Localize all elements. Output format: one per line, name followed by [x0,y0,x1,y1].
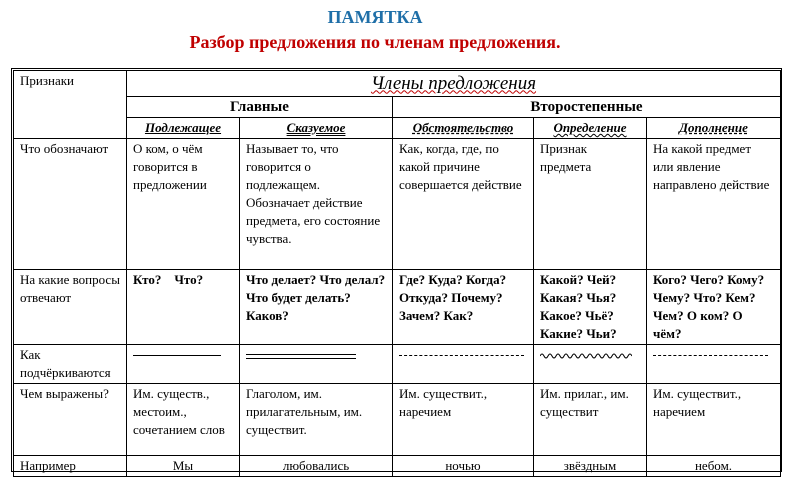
double-underline-sample [246,354,356,359]
example-attribute: звёздным [534,456,647,477]
example-object: небом. [647,456,781,477]
meaning-subject: О ком, о чём говорится в предложении [127,139,240,270]
meaning-predicate: Называет то, что говорится о подлежащем. Обозначает действие предмета, его состояние чувства. [240,139,393,270]
underline-object [647,345,781,384]
secondary-members-header: Второстепенные [393,97,781,118]
underline-adverbial [393,345,534,384]
page-title: ПАМЯТКА [327,7,423,27]
expressed-attribute: Им. прилаг., им. существит [534,384,647,456]
dashed-underline-sample [653,355,768,356]
meaning-attribute: Признак предмета [534,139,647,270]
expressed-predicate: Глаголом, им. прилагательным, им. существит. [240,384,393,456]
row-label-questions: На какие вопросы отвечают [14,270,127,345]
single-underline-sample [133,355,221,356]
dash-dot-underline-sample [399,355,524,356]
column-subject: Подлежащее [127,118,240,139]
column-predicate: Сказуемое [240,118,393,139]
questions-attribute: Какой? Чей? Какая? Чья? Какое? Чьё? Какие? Чьи? [534,270,647,345]
meaning-adverbial: Как, когда, где, по какой причине совершается действие [393,139,534,270]
example-adverbial: ночью [393,456,534,477]
page-subtitle: Разбор предложения по членам предложения. [189,32,561,52]
row-label-expressed: Чем выражены? [14,384,127,456]
row-label-meaning: Что обозначают [14,139,127,270]
main-members-header: Главные [127,97,393,118]
sentence-members-table [13,70,781,477]
meaning-object: На какой предмет или явление направлено действие [647,139,781,270]
expressed-object: Им. существит., наречием [647,384,781,456]
priznaki-header: Признаки [14,71,127,139]
memo-table-frame [11,68,782,472]
row-label-underline: Как подчёркиваются [14,345,127,384]
questions-subject: Кто? Что? [127,270,240,345]
row-label-example: Например [14,456,127,477]
wavy-underline-sample [540,352,632,360]
members-header: Члены предложения [127,71,781,97]
questions-adverbial: Где? Куда? Когда? Откуда? Почему? Зачем? Как? [393,270,534,345]
underline-attribute [534,345,647,384]
questions-object: Кого? Чего? Кому? Чему? Что? Кем? Чем? О ком? О чём? [647,270,781,345]
column-attribute: Определение [534,118,647,139]
example-subject: Мы [127,456,240,477]
column-adverbial: Обстоятельство [393,118,534,139]
underline-subject [127,345,240,384]
underline-predicate [240,345,393,384]
column-object: Дополнение [647,118,781,139]
example-predicate: любовались [240,456,393,477]
expressed-adverbial: Им. существит., наречием [393,384,534,456]
expressed-subject: Им. существ., местоим., сочетанием слов [127,384,240,456]
questions-predicate: Что делает? Что делал? Что будет делать? Каков? [240,270,393,345]
